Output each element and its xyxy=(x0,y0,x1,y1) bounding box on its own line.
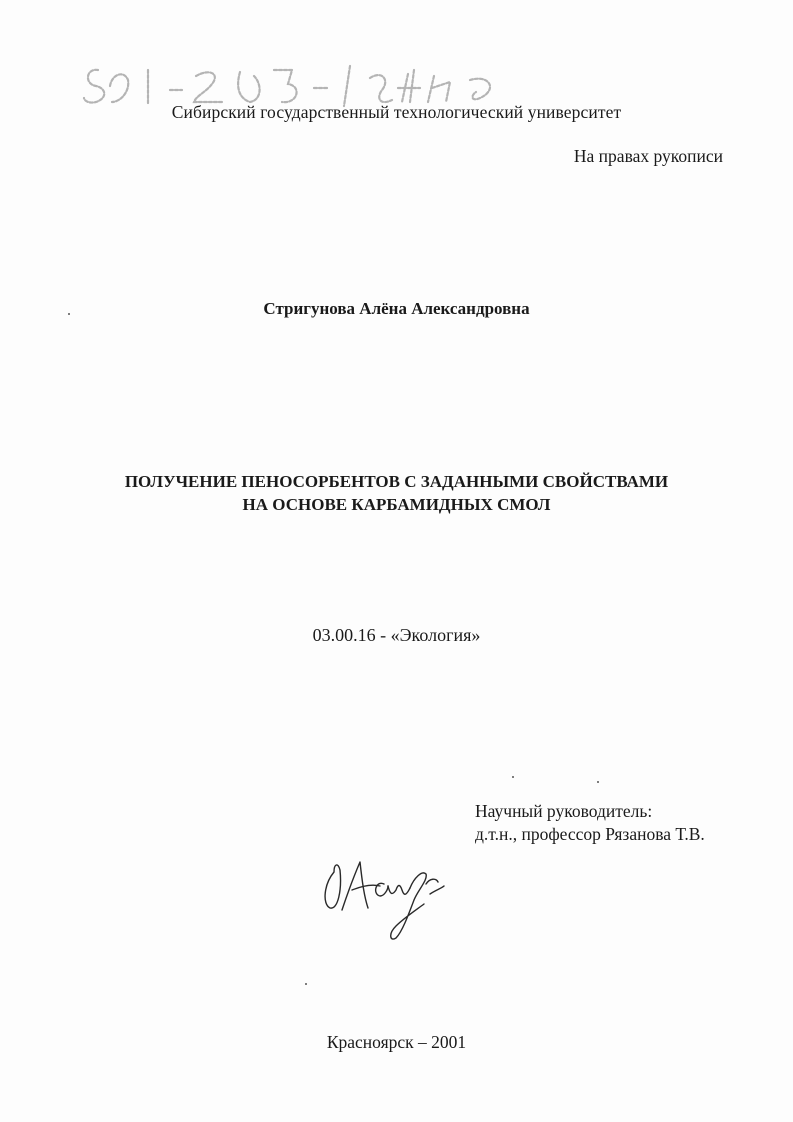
author-name: Стригунова Алёна Александровна xyxy=(263,299,530,318)
scan-speck xyxy=(305,983,307,985)
scan-speck xyxy=(597,781,599,783)
supervisor-block xyxy=(475,800,705,846)
city-year: Красноярск – 2001 xyxy=(326,1032,467,1052)
thesis-title xyxy=(0,470,793,516)
supervisor-name: д.т.н., профессор Рязанова Т.В. xyxy=(475,824,705,844)
thesis-title-line: НА ОСНОВЕ КАРБАМИДНЫХ СМОЛ xyxy=(242,495,551,514)
scan-speck xyxy=(512,776,514,778)
university-name: Сибирский государственный технологический университет xyxy=(171,102,622,122)
specialty-code: 03.00.16 - «Экология» xyxy=(312,625,481,645)
thesis-title-line: ПОЛУЧЕНИЕ ПЕНОСОРБЕНТОВ С ЗАДАННЫМИ СВОЙСТВАМИ xyxy=(124,472,669,491)
supervisor-label: Научный руководитель: xyxy=(475,801,653,821)
handwritten-signature xyxy=(318,850,448,945)
manuscript-note: На правах рукописи xyxy=(573,146,723,166)
library-stamp xyxy=(78,40,518,110)
